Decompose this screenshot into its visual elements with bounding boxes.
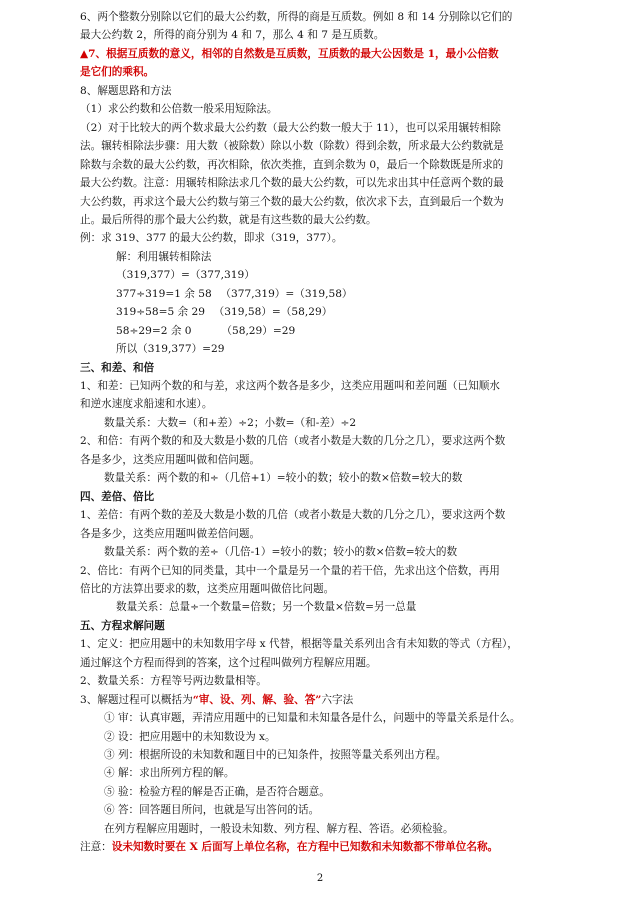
text-line: 1、差倍：有两个数的差及大数是小数的几倍（或者小数是大数的几分之几），要求这两个数 (80, 509, 506, 522)
text-line: 最大公约数。注意：用辗转相除法求几个数的最大公约数，可以先求出其中任意两个数的最 (80, 177, 504, 190)
solution-line: （319,377）=（377,319） (116, 269, 255, 282)
step-item: ⑤ 验：检验方程的解是否正确，是否符合题意。 (104, 785, 330, 798)
example-line: 例：求 319、377 的最大公约数，即求（319，377）。 (80, 232, 343, 245)
text-line: 2、倍比：有两个已知的同类量，其中一个量是另一个量的若干倍，先求出这个倍数，再用 (80, 564, 500, 577)
text-line: 1、和差：已知两个数的和与差，求这两个数各是多少，这类应用题叫和差问题（已知顺水 (80, 380, 500, 392)
text-line: （2）对于比较大的两个数求最大公约数（最大公约数一般大于 11），也可以采用辗转相除 (80, 121, 501, 134)
step-item: ② 设：把应用题中的未知数设为 x。 (104, 730, 276, 743)
section-heading: 五、方程求解问题 (80, 619, 165, 632)
step-item: ③ 列：根据所设的未知数和题目中的已知条件，按照等量关系列出方程。 (104, 749, 447, 761)
note-label: 注意： (80, 841, 112, 854)
section-heading: 三、和差、和倍 (80, 361, 155, 374)
formula-line: 数量关系：两个数的和÷（几倍+1）=较小的数；较小的数×倍数=较大的数 (104, 472, 463, 485)
solution-line: 319÷58=5 余 29 （319,58）=（58,29） (116, 306, 333, 319)
text-line: 2、和倍：有两个数的和及大数是小数的几倍（或者小数是大数的几分之几），要求这两个数 (80, 435, 506, 448)
step-item: ⑥ 答：回答题目所问，也就是写出答问的话。 (104, 804, 320, 817)
text-line: 倍比的方法算出要求的数，这类应用题叫做倍比问题。 (80, 582, 335, 595)
text-line: 6、两个整数分别除以它们的最大公约数，所得的商是互质数。例如 8 和 14 分别除以它们的 (80, 11, 513, 23)
text-line: （1）求公约数和公倍数一般采用短除法。 (80, 103, 278, 116)
step-item: ① 审：认真审题，弄清应用题中的已知量和未知量各是什么，问题中的等量关系是什么。 (104, 712, 521, 725)
text-line: 大公约数，再求这个最大公约数与第三个数的最大公约数，依次求下去，直到最后一个数为 (80, 195, 504, 208)
line-lead: 3、解题过程可以概括为 (80, 693, 193, 706)
highlight-phrase: “审、设、列、解、验、答” (192, 693, 322, 706)
solution-line: 所以（319,377）=29 (116, 343, 225, 356)
highlight-line: 是它们的乘积。 (80, 66, 155, 79)
text-line: 在列方程解应用题时，一般设未知数、列方程、解方程、答语。必须检验。 (104, 822, 454, 835)
text-line: 法。辗转相除法步骤：用大数（被除数）除以小数（除数）得到余数，所求最大公约数就是 (80, 140, 504, 153)
note-highlight: 设未知数时要在 X 后面写上单位名称，在方程中已知数和未知数都不带单位名称。 (111, 841, 499, 854)
solution-line: 58÷29=2 余 0 （58,29）=29 (116, 324, 296, 337)
formula-line: 数量关系：总量÷一个数量=倍数；另一个数量×倍数=另一总量 (116, 601, 417, 614)
text-line: 和逆水速度求船速和水速）。 (80, 398, 213, 411)
formula-line: 数量关系：两个数的差÷（几倍-1）=较小的数；较小的数×倍数=较大的数 (104, 546, 458, 559)
formula-line: 数量关系：大数=（和+差）÷2；小数=（和-差）÷2 (104, 416, 357, 429)
text-line: 2、数量关系：方程等号两边数量相等。 (80, 675, 267, 688)
text-line (80, 691, 562, 709)
text-line: 最大公约数 2，所得的商分别为 4 和 7，那么 4 和 7 是互质数。 (80, 29, 385, 42)
text-line: 各是多少，这类应用题叫做和倍问题。 (80, 453, 261, 466)
solution-line: 377÷319=1 余 58 （377,319）=（319,58） (116, 287, 353, 300)
text-line: 8、解题思路和方法 (80, 84, 172, 97)
text-line: 各是多少，这类应用题叫做差倍问题。 (80, 527, 261, 540)
text-line: 除数与余数的最大公约数，再次相除，依次类推，直到余数为 0，最后一个除数既是所求的 (80, 158, 504, 171)
solution-line: 解：利用辗转相除法 (116, 250, 212, 263)
text-line: 止。最后所得的那个最大公约数，就是有这些数的最大公约数。 (80, 213, 377, 226)
note-line (80, 838, 562, 856)
text-line: 1、定义：把应用题中的未知数用字母 x 代替，根据等量关系列出含有未知数的等式（方程）， (80, 638, 518, 651)
text-line: 通过解这个方程而得到的答案，这个过程叫做列方程解应用题。 (80, 656, 377, 669)
page-number: 2 (316, 873, 324, 884)
line-tail: 六字法 (321, 693, 354, 706)
highlight-line: ▲7、根据互质数的意义，相邻的自然数是互质数，互质数的最大公因数是 1，最小公倍数 (80, 47, 499, 60)
section-heading: 四、差倍、倍比 (80, 490, 155, 503)
step-item: ④ 解：求出所列方程的解。 (104, 767, 235, 780)
